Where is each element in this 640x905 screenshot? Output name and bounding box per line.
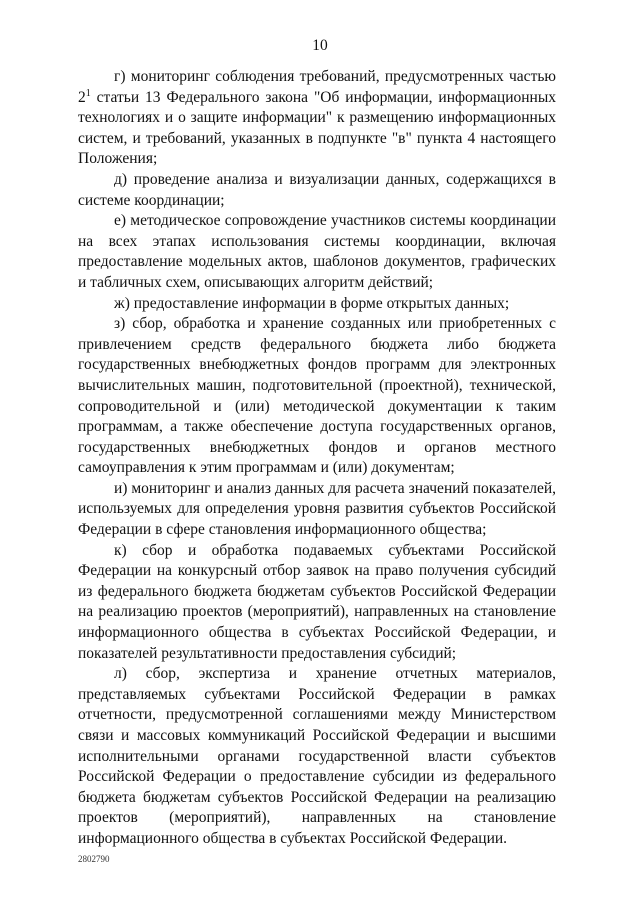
superscript: 1 [85, 87, 91, 99]
paragraph-i: и) мониторинг и анализ данных для расчета значений показателей, используемых для определения уровня развития субъектов Российской Федерации в сфере становления информационного общества; [78, 479, 556, 539]
document-body [78, 67, 556, 850]
paragraph-d: д) проведение анализа и визуализации данных, содержащихся в системе координации; [78, 170, 556, 209]
paragraph-zh: ж) предоставление информации в форме открытых данных; [114, 294, 510, 312]
page-number: 10 [312, 37, 328, 54]
document-code: 2802790 [78, 854, 110, 864]
paragraph-k: к) сбор и обработка подаваемых субъектами Российской Федерации на конкурсный отбор заявок на право получения субсидий из федерального бюджета бюджетам субъектов Российской Федерации на реализацию проектов (мероприятий), направленных на становление информационного общества в субъектах Российской Федерации, и показателей результативности предоставления субсидий; [78, 541, 556, 662]
paragraph-e: е) методическое сопровождение участников системы координации на всех этапах использования системы координации, включая предоставление модельных актов, шаблонов документов, графических и табличных схем, описывающих алгоритм действий; [78, 212, 556, 291]
paragraph-l: л) сбор, экспертиза и хранение отчетных материалов, представляемых субъектами Российской Федерации в рамках отчетности, предусмотренной соглашениями между Министерством связи и массовых коммуникаций Российской Федерации и высшими исполнительными органами государственной власти субъектов Российской Федерации о предоставление субсидии из федерального бюджета бюджетам субъектов Российской Федерации на реализацию проектов (мероприятий), направленных на становление информационного общества в субъектах Российской Федерации. [78, 665, 556, 847]
paragraph-g-text-cont: статьи 13 Федерального закона "Об информации, информационных технологиях и о защите информации" к размещению информационных систем, и требований, указанных в подпункте "в" пункта 4 настоящего Положения; [78, 88, 556, 168]
paragraph-z: з) сбор, обработка и хранение созданных или приобретенных с привлечением средств федерального бюджета либо бюджета государственных внебюджетных фондов программ для электронных вычислительных машин, подготовительной (проектной), технической, сопроводительной и (или) методической документации к таким программам, а также обеспечение доступа государственных органов, государственных внебюджетных фондов и органов местного самоуправления к этим программам и (или) документам; [78, 315, 556, 477]
paragraph-g-text: г) мониторинг соблюдения требований, предусмотренных частью 2 [78, 68, 556, 106]
paragraph-g [78, 67, 556, 170]
